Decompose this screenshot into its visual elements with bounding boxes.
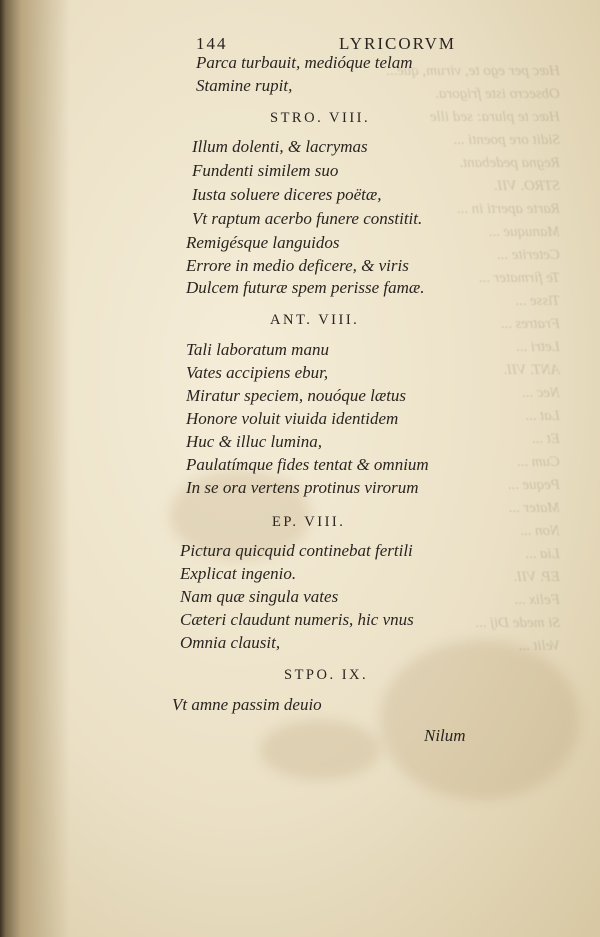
show-through-line: Sidit ore poenti ... xyxy=(453,132,560,148)
verse-line: Parca turbauit, medióque telam xyxy=(196,53,413,72)
verse-line: Huc & illuc lumina, xyxy=(186,432,322,451)
show-through-line: Nec ... xyxy=(521,385,560,401)
show-through-line: Si mede Dij ... xyxy=(475,615,560,631)
running-head xyxy=(196,34,456,54)
verse-line: Vt amne passim deuio xyxy=(172,695,322,714)
show-through-line: Peque ... xyxy=(507,477,560,493)
verse-line: Tali laboratum manu xyxy=(186,340,329,359)
show-through-line: Te firmater ... xyxy=(478,270,560,286)
verse-line: Stamine rupit, xyxy=(196,76,293,95)
show-through-line: Obsecro iste frigora. xyxy=(435,86,560,102)
verse-line: Paulatímque fides tentat & omnium xyxy=(186,455,429,474)
verse-line: Explicat ingenio. xyxy=(180,564,297,583)
show-through-line: Cum ... xyxy=(516,454,560,470)
show-through-line: Felix ... xyxy=(514,592,560,608)
show-through-line: Velit ... xyxy=(518,638,560,654)
show-through-line: Manuque ... xyxy=(488,224,560,240)
show-through-line: Tisse ... xyxy=(514,293,560,309)
running-title: LYRICORVM xyxy=(339,34,456,53)
section-heading: STRO. VIII. xyxy=(270,110,371,126)
verse-line: Honore voluit viuida identidem xyxy=(186,409,399,428)
section-heading: ANT. VIII. xyxy=(270,312,360,328)
verse-line: Miratur speciem, nouóque lætus xyxy=(186,386,407,405)
show-through-line: Letri ... xyxy=(515,339,560,355)
show-through-line: Et ... xyxy=(531,431,560,447)
show-through-line: Lia ... xyxy=(524,546,560,562)
section-heading: STPO. IX. xyxy=(284,667,369,683)
verse-line: Vt raptum acerbo funere constitit. xyxy=(192,209,423,228)
verse-line: Illum dolenti, & lacrymas xyxy=(192,137,368,156)
verse-line: Errore in medio deficere, & viris xyxy=(186,256,409,275)
verse-line: Pictura quicquid continebat fertili xyxy=(180,541,413,560)
show-through-line: EP. VII. xyxy=(513,569,560,585)
show-through-line: Hæc per ego te, virum, que... xyxy=(385,63,560,79)
show-through-line: Ceterite ... xyxy=(496,247,560,263)
show-through-line: Regna pedebant. xyxy=(459,155,560,171)
page-number: 144 xyxy=(196,34,228,53)
show-through-line: Rarte aperti in ... xyxy=(456,201,560,217)
verse-line: In se ora vertens protinus virorum xyxy=(186,478,419,497)
show-through-line: Lat ... xyxy=(524,408,560,424)
verse-line: Vates accipiens ebur, xyxy=(186,363,329,382)
show-through-line: ANT. VII. xyxy=(503,362,560,378)
verse-line: Cæteri claudunt numeris, hic vnus xyxy=(180,610,414,629)
verse-line: Omnia clausit, xyxy=(180,633,281,652)
show-through-line: Mater ... xyxy=(508,500,560,516)
show-through-line: STRO. VII. xyxy=(493,178,560,194)
verse-line: Remigésque languidos xyxy=(186,233,340,252)
catchword: Nilum xyxy=(424,726,466,745)
verse-line: Dulcem futuræ spem perisse famæ. xyxy=(186,278,425,297)
show-through-line: Fratres ... xyxy=(500,316,560,332)
binding-gutter xyxy=(0,0,70,937)
verse-line: Iusta soluere diceres poëtæ, xyxy=(192,185,382,204)
section-heading: EP. VIII. xyxy=(272,514,346,530)
verse-line: Fundenti similem suo xyxy=(192,161,339,180)
show-through-line: Non ... xyxy=(519,523,560,539)
verse-line: Nam quæ singula vates xyxy=(180,587,339,606)
show-through-line: Hæc te plura: sed ille xyxy=(430,109,560,125)
